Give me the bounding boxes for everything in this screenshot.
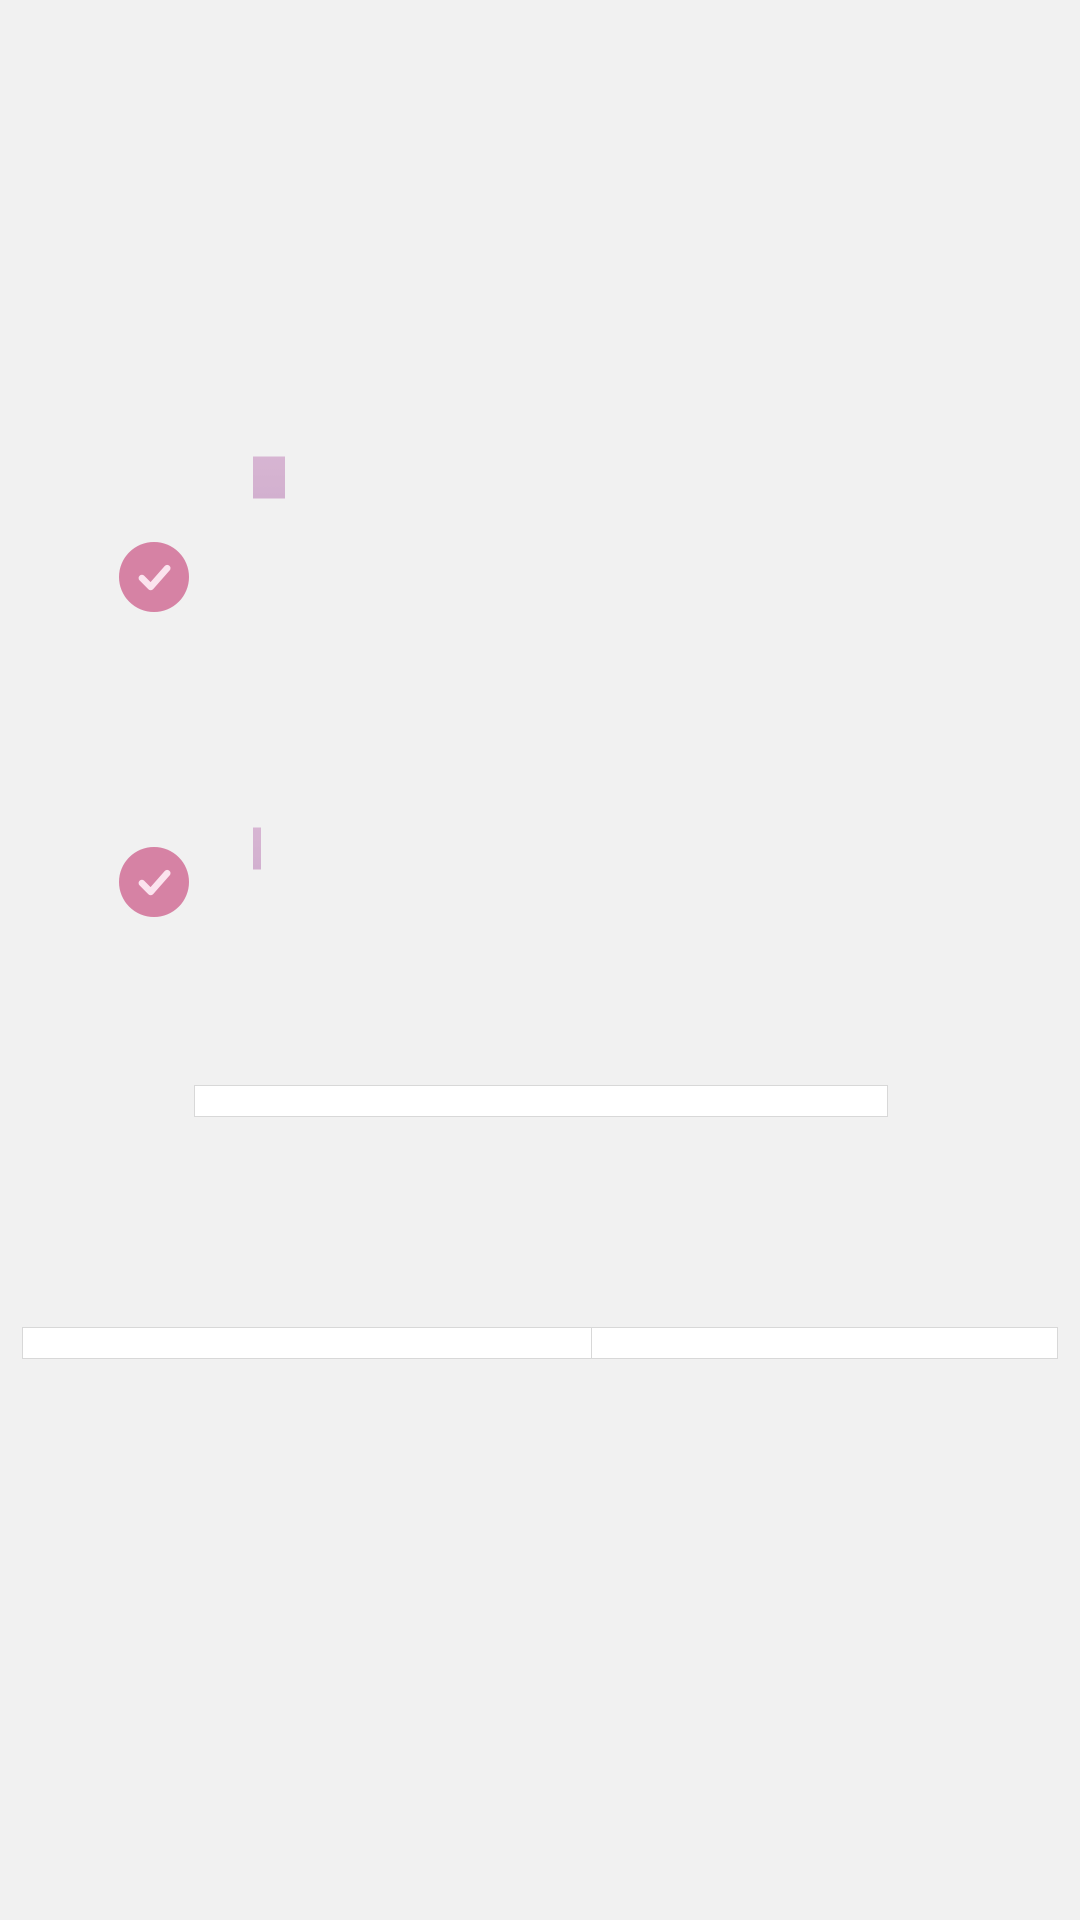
checklist-item-2	[253, 817, 973, 882]
highlighted-text	[253, 451, 261, 505]
highlighted-text	[269, 451, 277, 505]
highlighted-text	[277, 451, 285, 505]
highlighted-text	[261, 451, 269, 505]
check-circle-icon	[119, 847, 189, 917]
spreadsheet-table-2nd-installment	[194, 1085, 888, 1117]
table-caption-cell	[592, 1328, 1058, 1359]
table-caption	[23, 1328, 592, 1359]
table-caption-row	[195, 1086, 888, 1117]
spreadsheet-table-single-installment	[22, 1327, 1058, 1359]
checklist-item-1	[253, 446, 973, 511]
check-circle-icon	[119, 542, 189, 612]
highlighted-text	[253, 822, 261, 876]
